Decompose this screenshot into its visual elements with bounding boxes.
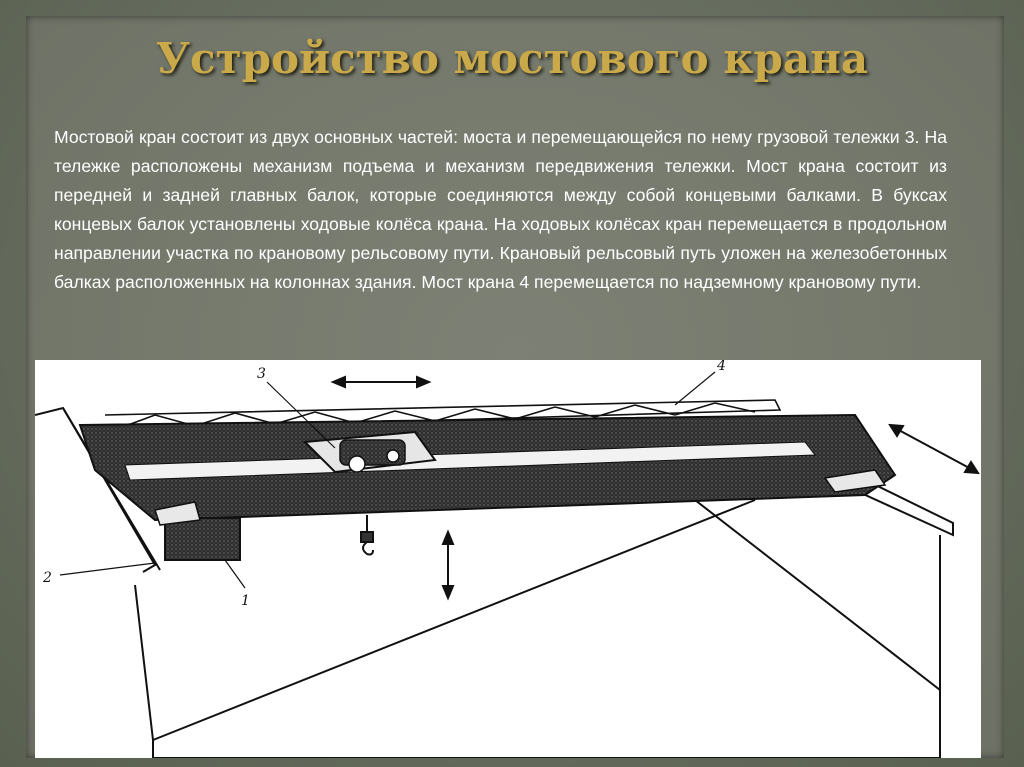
crane-drawing [35, 360, 981, 758]
slide-title: Устройство мостового крана [155, 34, 869, 83]
label-1: 1 [241, 593, 250, 609]
label-4: 4 [717, 360, 726, 374]
main-girders [80, 415, 895, 560]
body-paragraph: Мостовой кран состоит из двух основных частей: моста и перемещающейся по нему грузовой тележки 3. На тележке расположены механизм подъема и механизм передвижения тележки. Мост крана состоит из передней и задней главных балок, которые соединяются между собой концевыми балками. В буксах концевых балок установлены ходовые колёса крана. На ходовых колёсах кран перемещается в продольном направлении участка по крановому рельсовому пути. Крановый рельсовый путь уложен на железобетонных балках расположенных на колоннах здания. Мост крана 4 перемещается по надземному крановому пути. [54, 127, 947, 292]
label-3: 3 [257, 366, 266, 382]
crane-diagram [35, 360, 981, 758]
hook [361, 515, 373, 555]
label-2: 2 [43, 570, 52, 586]
